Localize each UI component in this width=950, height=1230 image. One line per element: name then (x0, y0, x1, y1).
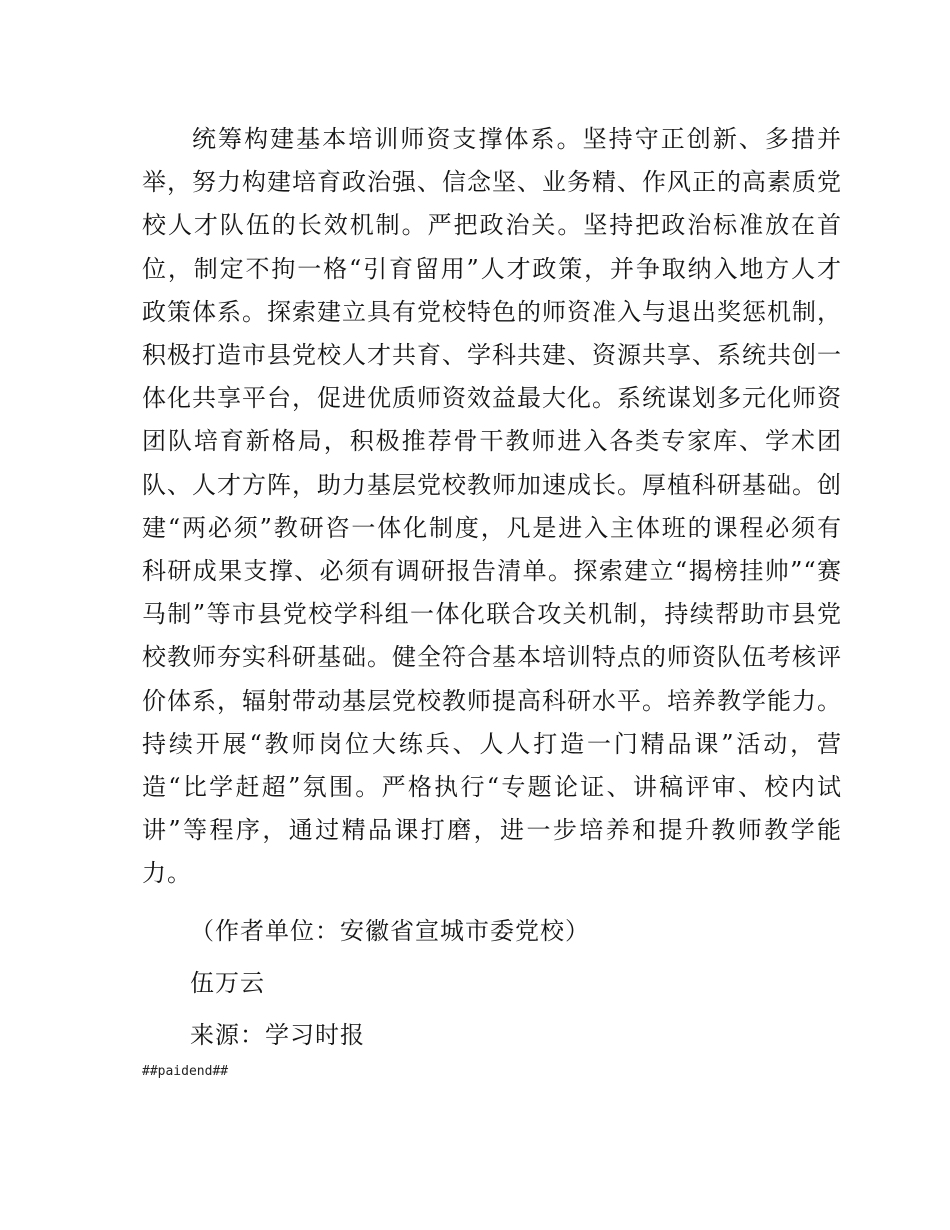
body-paragraph: 统筹构建基本培训师资支撑体系。坚持守正创新、多措并举，努力构建培育政治强、信念坚、业务精、作风正的高素质党校人才队伍的长效机制。严把政治关。坚持把政治标准放在首位，制定不拘一格“引育留用”人才政策，并争取纳入地方人才政策体系。探索建立具有党校特色的师资准入与退出奖惩机制，积极打造市县党校人才共育、学科共建、资源共享、系统共创一体化共享平台，促进优质师资效益最大化。系统谋划多元化师资团队培育新格局，积极推荐骨干教师进入各类专家库、学术团队、人才方阵，助力基层党校教师加速成长。厚植科研基础。创建“两必须”教研咨一体化制度，凡是进入主体班的课程必须有科研成果支撑、必须有调研报告清单。探索建立“揭榜挂帅”“赛马制”等市县党校学科组一体化联合攻关机制，持续帮助市县党校教师夯实科研基础。健全符合基本培训特点的师资队伍考核评价体系，辐射带动基层党校教师提高科研水平。培养教学能力。持续开展“教师岗位大练兵、人人打造一门精品课”活动，营造“比学赶超”氛围。严格执行“专题论证、讲稿评审、校内试讲”等程序，通过精品课打磨，进一步培养和提升教师教学能力。 (142, 125, 842, 888)
end-marker: ##paidend## (142, 1064, 229, 1079)
author-name: 伍万云 (190, 969, 265, 997)
author-affiliation: （作者单位：安徽省宣城市委党校） (190, 917, 590, 945)
source-line: 来源：学习时报 (190, 1021, 365, 1049)
